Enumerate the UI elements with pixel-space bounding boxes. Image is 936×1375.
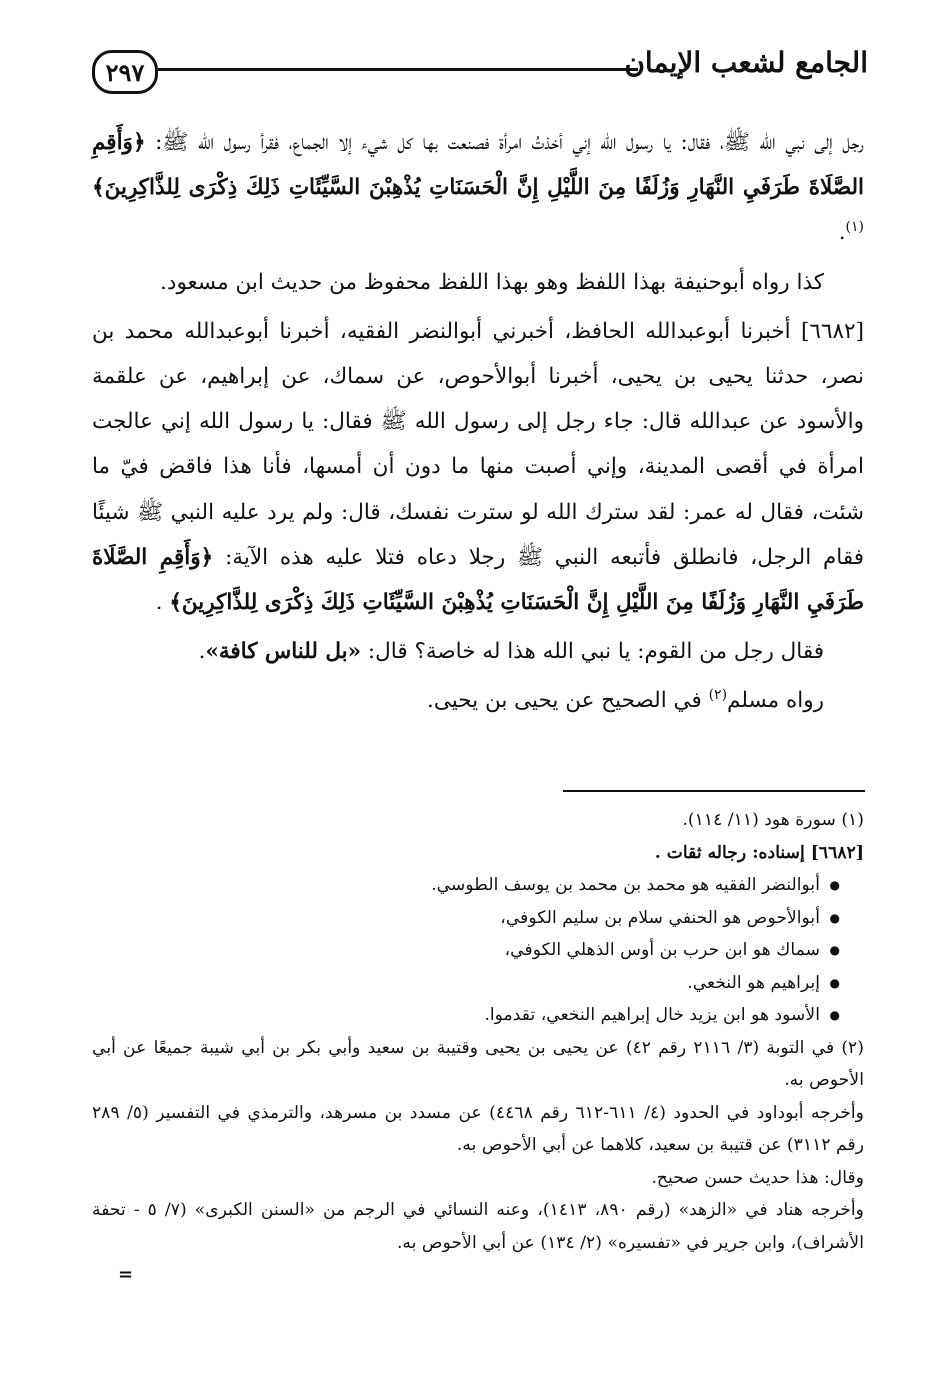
footnote-ref-1: (١) [845,219,864,236]
paragraph-4 [92,629,864,674]
footnote-1: (١) سورة هود (١١/ ١١٤). [682,810,864,830]
p1-end: . [838,220,846,246]
list-item: ● إبراهيم هو النخعي. [92,967,840,1000]
header-rule [158,68,638,71]
page-header [88,46,868,102]
p4-end: . [198,639,206,665]
p3-end: . [155,590,170,616]
footnote-2-tirmidhi: وقال: هذا حديث حسن صحيح. [651,1167,864,1188]
running-title: الجامع لشعب الإيمان [624,46,868,79]
quran-verse: ﴿وَأَقِمِ الصَّلَاةَ طَرَفَيِ النَّهَارِ وَزُلَفًا مِنَ اللَّيْلِ إِنَّ الْحَسَنَاتِ يُذْهِبْنَ السَّيِّئَاتِ ذَلِكَ ذِكْرَى لِلذَّاكِرِينَ﴾ [92,544,864,616]
list-item: ● أبوالنضر الفقيه هو محمد بن محمد بن يوسف الطوسي. [92,869,840,902]
quran-verse: ﴿وَأَقِمِ الصَّلَاةَ طَرَفَيِ النَّهَارِ وَزُلَفًا مِنَ اللَّيْلِ إِنَّ الْحَسَنَاتِ يُذْهِبْنَ السَّيِّئَاتِ ذَلِكَ ذِكْرَى لِلذَّاكِرِينَ﴾ [92,130,864,201]
list-item: ● سماك هو ابن حرب بن أوس الذهلي الكوفي، [92,934,840,967]
list-item: ● الأسود هو ابن يزيد خال إبراهيم النخعي، تقدموا. [92,999,840,1032]
paragraph-3 [92,309,864,625]
continuation-mark: = [118,1264,134,1285]
list-item: ● أبوالأحوص هو الحنفي سلام بن سليم الكوفي، [92,902,840,935]
p1-text: رجل إلى نبي الله ﷺ، فقال: يا رسول الله إني أخذتُ امرأة فصنعت بها كل شيء إلا الجماع، فقرأ رسول الله ﷺ: [145,130,864,155]
paragraph-2: كذا رواه أبوحنيفة بهذا اللفظ وهو بهذا اللفظ محفوظ من حديث ابن مسعود. [160,269,824,295]
isnad-note: [٦٦٨٢] إسناده: رجاله ثقات . [654,842,864,863]
footnotes [92,804,864,1259]
narrator-list [92,869,864,1032]
paragraph-1 [92,120,864,256]
p5-text: رواه مسلم [727,688,824,714]
footnote-2-hannad: وأخرجه هناد في «الزهد» (رقم ٨٩٠، ١٤١٣)، وعنه النسائي في الرجم من «السنن الكبرى» (٧/ ٥ - تحفة الأشراف)، وابن جرير في «تفسيره» (٢/ ١٣٤) عن أبي الأحوص به. [92,1200,864,1253]
p4-text: فقال رجل من القوم: يا نبي الله هذا له خاصة؟ قال: [361,639,824,665]
page-number: ٢٩٧ [92,50,158,94]
footnote-2-cont: وأخرجه أبوداود في الحدود (٤/ ٦١١-٦١٢ رقم ٤٤٦٨) عن مسدد بن مسرهد، والترمذي في التفسير (٥/ ٢٨٩ رقم ٣١١٢) عن قتيبة بن سعيد، كلاهما عن أبي الأحوص به. [92,1102,864,1155]
footnote-2: (٢) في التوبة (٣/ ٢١١٦ رقم ٤٢) عن يحيى بن يحيى وقتيبة بن سعيد وأبي بكر بن أبي شيبة جميعًا عن أبي الأحوص به. [92,1037,864,1090]
footnote-ref-2: (٢) [708,687,728,704]
footnote-separator [563,790,865,792]
p3-text: [٦٦٨٢] أخبرنا أبوعبدالله الحافظ، أخبرني أبوالنضر الفقيه، أخبرنا أبوعبدالله محمد بن نصر، حدثنا يحيى بن يحيى، أخبرنا أبوالأحوص، عن سماك، عن إبراهيم، عن علقمة والأسود عن عبدالله قال: جاء رجل إلى رسول الله ﷺ فقال: يا رسول الله إني عالجت امرأة في أقصى المدينة، وإني أصبت منها ما دون أن أمسها، فأنا هذا فاقض فيّ ما شئت، فقال له عمر: لقد سترك الله لو سترت نفسك، قال: ولم يرد عليه النبي ﷺ شيئًا فقام الرجل، فانطلق فأتبعه النبي ﷺ رجلا دعاه فتلا عليه هذه الآية: [92,318,864,570]
main-text [92,120,864,724]
paragraph-5 [92,678,864,723]
prophet-reply: «بل للناس كافة» [205,639,362,665]
p5-text-b: في الصحيح عن يحيى بن يحيى. [427,688,709,714]
